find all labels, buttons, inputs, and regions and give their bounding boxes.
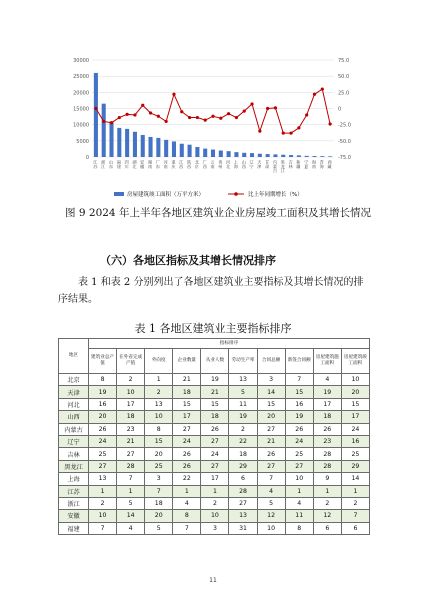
bar bbox=[195, 147, 199, 157]
rank-cell: 15 bbox=[201, 398, 229, 410]
table-title: 表 1 各地区建筑业主要指标排序 bbox=[134, 322, 292, 335]
right-tick-label: 0 bbox=[338, 106, 342, 113]
rank-cell: 7 bbox=[285, 374, 313, 386]
growth-point bbox=[204, 119, 207, 122]
region-cell: 安徽 bbox=[59, 510, 89, 522]
table-row bbox=[59, 423, 370, 435]
category-label: 内蒙古 bbox=[272, 160, 278, 173]
rank-cell: 15 bbox=[257, 398, 285, 410]
growth-point bbox=[219, 117, 222, 120]
region-cell: 吉林 bbox=[59, 448, 89, 460]
region-cell: 上海 bbox=[59, 473, 89, 485]
rank-cell: 4 bbox=[257, 485, 285, 497]
bar bbox=[281, 155, 285, 157]
legend-bar-swatch bbox=[114, 192, 124, 196]
left-tick-label: 25000 bbox=[73, 74, 89, 81]
bar bbox=[219, 151, 223, 157]
bar bbox=[203, 149, 207, 157]
bar bbox=[258, 154, 262, 157]
rank-cell: 2 bbox=[229, 423, 257, 435]
rank-cell: 10 bbox=[257, 522, 285, 534]
category-label: 贵州 bbox=[218, 160, 224, 169]
rank-cell: 11 bbox=[285, 510, 313, 522]
region-cell: 江苏 bbox=[59, 485, 89, 497]
category-label: 新疆 bbox=[296, 160, 302, 169]
line-series bbox=[94, 88, 331, 135]
growth-point bbox=[321, 88, 324, 91]
category-labels bbox=[92, 159, 332, 174]
growth-point bbox=[297, 126, 300, 129]
rank-cell: 13 bbox=[145, 398, 173, 410]
rank-cell: 27 bbox=[173, 423, 201, 435]
rank-cell: 24 bbox=[201, 448, 229, 460]
column-header: 房屋建筑竣工面积 bbox=[341, 349, 369, 374]
column-header: 劳动生产率 bbox=[229, 349, 257, 374]
rank-cell: 1 bbox=[201, 485, 229, 497]
growth-point bbox=[328, 122, 331, 125]
legend bbox=[114, 190, 303, 198]
category-label: 广东 bbox=[155, 160, 161, 169]
rank-cell: 10 bbox=[285, 473, 313, 485]
rank-cell: 21 bbox=[173, 374, 201, 386]
rank-cell: 1 bbox=[341, 485, 369, 497]
rank-cell: 18 bbox=[145, 497, 173, 509]
growth-point bbox=[305, 113, 308, 116]
rank-cell: 13 bbox=[229, 510, 257, 522]
rank-cell: 20 bbox=[341, 386, 369, 398]
bar bbox=[273, 154, 277, 157]
growth-point bbox=[141, 104, 144, 107]
category-label: 黑龙江 bbox=[280, 160, 286, 173]
region-cell: 福建 bbox=[59, 522, 89, 534]
rank-cell: 3 bbox=[257, 374, 285, 386]
rank-cell: 14 bbox=[257, 386, 285, 398]
right-tick-label: -50.0 bbox=[338, 138, 351, 145]
bar bbox=[172, 141, 176, 157]
chart bbox=[58, 52, 368, 202]
rank-cell: 24 bbox=[89, 435, 117, 447]
growth-point bbox=[235, 116, 238, 119]
group-header: 指标排序 bbox=[89, 339, 370, 349]
rank-cell: 19 bbox=[313, 386, 341, 398]
category-label: 四川 bbox=[124, 160, 130, 169]
rank-cell: 25 bbox=[145, 460, 173, 472]
column-header: 企业数量 bbox=[173, 349, 201, 374]
rank-cell: 1 bbox=[173, 485, 201, 497]
rank-cell: 20 bbox=[145, 510, 173, 522]
growth-point bbox=[133, 113, 136, 116]
rank-cell: 21 bbox=[201, 386, 229, 398]
rank-cell: 23 bbox=[313, 435, 341, 447]
rank-cell: 24 bbox=[285, 435, 313, 447]
category-label: 云南 bbox=[210, 160, 216, 169]
region-cell: 北京 bbox=[59, 374, 89, 386]
category-label: 宁夏 bbox=[304, 160, 310, 169]
rank-cell: 6 bbox=[341, 522, 369, 534]
left-axis-ticks bbox=[73, 58, 89, 161]
rank-cell: 29 bbox=[229, 460, 257, 472]
growth-point bbox=[188, 116, 191, 119]
rank-cell: 2 bbox=[89, 497, 117, 509]
growth-point bbox=[243, 109, 246, 112]
section-heading: （六）各地区指标及其增长情况排序 bbox=[100, 254, 276, 267]
column-header: 新签合同额 bbox=[285, 349, 313, 374]
rank-cell: 24 bbox=[341, 423, 369, 435]
region-cell: 山西 bbox=[59, 411, 89, 423]
rank-cell: 22 bbox=[173, 473, 201, 485]
bar bbox=[289, 155, 293, 157]
category-label: 西藏 bbox=[327, 160, 333, 169]
table-row bbox=[59, 473, 370, 485]
bar bbox=[211, 150, 215, 157]
region-header: 地区 bbox=[59, 339, 89, 374]
rank-cell: 14 bbox=[341, 473, 369, 485]
bar bbox=[328, 156, 332, 157]
rank-cell: 28 bbox=[313, 448, 341, 460]
bar bbox=[227, 151, 231, 157]
growth-point bbox=[172, 93, 175, 96]
table-row bbox=[59, 386, 370, 398]
rank-cell: 3 bbox=[145, 473, 173, 485]
category-label: 辽宁 bbox=[249, 160, 255, 169]
growth-point bbox=[227, 112, 230, 115]
rank-cell: 5 bbox=[229, 386, 257, 398]
growth-point bbox=[110, 121, 113, 124]
bar bbox=[250, 153, 254, 157]
region-cell: 天津 bbox=[59, 386, 89, 398]
rank-cell: 2 bbox=[201, 497, 229, 509]
figure-caption: 图 9 2024 年上半年各地区建筑业企业房屋竣工面积及其增长情况 bbox=[65, 207, 371, 219]
bar bbox=[133, 132, 137, 157]
table-row bbox=[59, 522, 370, 534]
table-row bbox=[59, 448, 370, 460]
rank-cell: 27 bbox=[257, 423, 285, 435]
rank-cell: 26 bbox=[173, 460, 201, 472]
bar bbox=[305, 156, 309, 157]
growth-point bbox=[118, 116, 121, 119]
rank-cell: 15 bbox=[341, 398, 369, 410]
left-tick-label: 10000 bbox=[73, 122, 89, 129]
rank-cell: 26 bbox=[257, 448, 285, 460]
growth-point bbox=[250, 102, 253, 105]
table-row bbox=[59, 485, 370, 497]
rank-cell: 7 bbox=[257, 473, 285, 485]
rank-cell: 10 bbox=[89, 510, 117, 522]
rank-cell: 31 bbox=[229, 522, 257, 534]
bar bbox=[125, 129, 129, 157]
rank-cell: 27 bbox=[285, 460, 313, 472]
bar bbox=[242, 153, 246, 157]
rank-cell: 27 bbox=[89, 460, 117, 472]
growth-point bbox=[149, 111, 152, 114]
bar bbox=[266, 154, 270, 157]
bar bbox=[94, 73, 98, 157]
rank-cell: 8 bbox=[145, 423, 173, 435]
bar bbox=[102, 104, 106, 157]
table-row bbox=[59, 460, 370, 472]
growth-point bbox=[211, 115, 214, 118]
rank-cell: 18 bbox=[313, 411, 341, 423]
rank-cell: 21 bbox=[117, 435, 145, 447]
bar bbox=[312, 156, 316, 157]
rank-cell: 26 bbox=[89, 423, 117, 435]
rank-cell: 5 bbox=[257, 497, 285, 509]
rank-cell: 15 bbox=[285, 386, 313, 398]
growth-point bbox=[313, 93, 316, 96]
table-row bbox=[59, 435, 370, 447]
growth-point bbox=[196, 116, 199, 119]
category-label: 河南 bbox=[163, 160, 169, 169]
growth-point bbox=[157, 115, 160, 118]
bar bbox=[234, 152, 238, 157]
rank-cell: 2 bbox=[145, 386, 173, 398]
rank-cell: 19 bbox=[201, 374, 229, 386]
rank-cell: 16 bbox=[341, 435, 369, 447]
bar bbox=[149, 137, 153, 157]
rank-cell: 4 bbox=[313, 374, 341, 386]
rank-cell: 25 bbox=[341, 448, 369, 460]
growth-point bbox=[289, 131, 292, 134]
region-cell: 辽宁 bbox=[59, 435, 89, 447]
right-tick-label: -25.0 bbox=[338, 122, 351, 129]
rank-cell: 27 bbox=[201, 460, 229, 472]
rank-cell: 16 bbox=[285, 398, 313, 410]
page-number: 11 bbox=[209, 577, 217, 584]
rank-cell: 28 bbox=[229, 485, 257, 497]
rank-cell: 15 bbox=[173, 398, 201, 410]
rank-cell: 20 bbox=[145, 448, 173, 460]
rank-cell: 24 bbox=[173, 435, 201, 447]
right-tick-label: 50.0 bbox=[338, 74, 350, 81]
rank-cell: 19 bbox=[89, 386, 117, 398]
table-row bbox=[59, 497, 370, 509]
bar bbox=[109, 121, 113, 157]
table-row bbox=[59, 374, 370, 386]
bar bbox=[180, 144, 184, 157]
category-label: 吉林 bbox=[288, 160, 294, 169]
rank-cell: 25 bbox=[89, 448, 117, 460]
left-tick-label: 5000 bbox=[76, 138, 89, 145]
rank-cell: 1 bbox=[89, 485, 117, 497]
rank-cell: 7 bbox=[145, 485, 173, 497]
category-label: 江苏 bbox=[93, 160, 99, 169]
category-label: 上海 bbox=[233, 160, 239, 169]
rank-cell: 29 bbox=[341, 460, 369, 472]
rank-cell: 7 bbox=[117, 473, 145, 485]
rank-cell: 27 bbox=[117, 448, 145, 460]
rank-cell: 18 bbox=[229, 448, 257, 460]
growth-point bbox=[266, 107, 269, 110]
rank-cell: 7 bbox=[341, 510, 369, 522]
rank-cell: 21 bbox=[257, 435, 285, 447]
rank-cell: 26 bbox=[173, 448, 201, 460]
bar bbox=[156, 138, 160, 157]
rank-cell: 12 bbox=[257, 510, 285, 522]
category-label: 河北 bbox=[226, 160, 232, 169]
growth-point bbox=[94, 107, 97, 110]
left-tick-label: 30000 bbox=[73, 58, 89, 64]
rank-cell: 27 bbox=[257, 460, 285, 472]
rank-cell: 18 bbox=[173, 386, 201, 398]
bar bbox=[188, 145, 192, 157]
rank-cell: 4 bbox=[173, 497, 201, 509]
rank-cell: 2 bbox=[341, 497, 369, 509]
rank-cell: 2 bbox=[313, 497, 341, 509]
rank-cell: 1 bbox=[117, 485, 145, 497]
rank-cell: 17 bbox=[201, 473, 229, 485]
column-header: 合同总额 bbox=[257, 349, 285, 374]
rank-cell: 13 bbox=[229, 374, 257, 386]
rank-cell: 22 bbox=[229, 435, 257, 447]
category-label: 青海 bbox=[319, 160, 325, 169]
column-header: 建筑业总产值 bbox=[89, 349, 117, 374]
growth-point bbox=[126, 113, 129, 116]
rank-cell: 26 bbox=[285, 423, 313, 435]
rank-cell: 19 bbox=[285, 411, 313, 423]
ranking-table bbox=[58, 338, 370, 535]
region-cell: 河北 bbox=[59, 398, 89, 410]
rank-cell: 17 bbox=[313, 398, 341, 410]
rank-cell: 6 bbox=[229, 473, 257, 485]
category-label: 陕西 bbox=[187, 160, 193, 169]
bar bbox=[117, 128, 121, 157]
left-tick-label: 15000 bbox=[73, 106, 89, 113]
rank-cell: 15 bbox=[145, 435, 173, 447]
bar bbox=[320, 156, 324, 157]
growth-point bbox=[102, 120, 105, 123]
growth-point bbox=[274, 106, 277, 109]
bar bbox=[164, 140, 168, 157]
category-label: 江西 bbox=[179, 160, 185, 169]
category-label: 天津 bbox=[257, 160, 263, 169]
legend-line-marker bbox=[234, 192, 238, 196]
rank-cell: 12 bbox=[313, 510, 341, 522]
rank-cell: 17 bbox=[173, 411, 201, 423]
growth-line bbox=[96, 89, 330, 133]
column-header: 在外省完成产值 bbox=[117, 349, 145, 374]
growth-point bbox=[180, 110, 183, 113]
right-tick-label: -75.0 bbox=[338, 155, 351, 161]
rank-cell: 2 bbox=[117, 374, 145, 386]
rank-cell: 5 bbox=[117, 497, 145, 509]
rank-cell: 23 bbox=[117, 423, 145, 435]
category-label: 广西 bbox=[202, 160, 208, 169]
growth-point bbox=[282, 131, 285, 134]
paragraph: 表 1 和表 2 分别列出了各地区建筑业主要指标及其增长情况的排序结果。 bbox=[58, 277, 364, 305]
rank-cell: 9 bbox=[313, 473, 341, 485]
rank-cell: 16 bbox=[89, 398, 117, 410]
rank-cell: 3 bbox=[201, 522, 229, 534]
growth-point bbox=[165, 120, 168, 123]
category-label: 山东 bbox=[109, 160, 115, 169]
category-label: 海南 bbox=[311, 160, 317, 169]
rank-cell: 14 bbox=[117, 510, 145, 522]
region-cell: 浙江 bbox=[59, 497, 89, 509]
category-label: 安徽 bbox=[140, 160, 146, 169]
rank-cell: 4 bbox=[117, 522, 145, 534]
column-header: 外向度 bbox=[145, 349, 173, 374]
category-label: 浙江 bbox=[101, 160, 107, 169]
column-header: 从业人数 bbox=[201, 349, 229, 374]
rank-cell: 4 bbox=[285, 497, 313, 509]
category-label: 湖北 bbox=[132, 160, 138, 169]
category-label: 北京 bbox=[194, 160, 200, 169]
column-header: 房屋建筑施工面积 bbox=[313, 349, 341, 374]
rank-cell: 10 bbox=[201, 510, 229, 522]
growth-point bbox=[258, 130, 261, 133]
rank-cell: 18 bbox=[201, 411, 229, 423]
right-tick-label: 75.0 bbox=[338, 58, 350, 64]
left-tick-label: 0 bbox=[85, 155, 89, 161]
rank-cell: 6 bbox=[313, 522, 341, 534]
table-row bbox=[59, 411, 370, 423]
rank-cell: 20 bbox=[89, 411, 117, 423]
table-row bbox=[59, 510, 370, 522]
legend-line-label: 比上年同期增长（%） bbox=[248, 192, 303, 198]
right-tick-label: 25.0 bbox=[338, 90, 350, 97]
category-label: 山西 bbox=[241, 160, 247, 169]
right-axis-ticks bbox=[338, 58, 351, 161]
legend-bar-label: 房屋建筑竣工面积（万平方米） bbox=[127, 192, 205, 198]
rank-cell: 19 bbox=[229, 411, 257, 423]
rank-cell: 7 bbox=[173, 522, 201, 534]
rank-cell: 8 bbox=[285, 522, 313, 534]
rank-cell: 11 bbox=[229, 398, 257, 410]
table-row bbox=[59, 398, 370, 410]
category-label: 福建 bbox=[116, 160, 122, 169]
rank-cell: 7 bbox=[89, 522, 117, 534]
rank-cell: 8 bbox=[173, 510, 201, 522]
left-tick-label: 20000 bbox=[73, 90, 89, 97]
rank-cell: 18 bbox=[117, 411, 145, 423]
rank-cell: 1 bbox=[145, 374, 173, 386]
rank-cell: 25 bbox=[285, 448, 313, 460]
region-cell: 内蒙古 bbox=[59, 423, 89, 435]
rank-cell: 17 bbox=[341, 411, 369, 423]
rank-cell: 27 bbox=[229, 497, 257, 509]
rank-cell: 28 bbox=[117, 460, 145, 472]
bar bbox=[297, 155, 301, 157]
category-label: 湖南 bbox=[148, 160, 154, 169]
rank-cell: 10 bbox=[341, 374, 369, 386]
rank-cell: 10 bbox=[145, 411, 173, 423]
rank-cell: 5 bbox=[145, 522, 173, 534]
rank-cell: 1 bbox=[285, 485, 313, 497]
rank-cell: 10 bbox=[117, 386, 145, 398]
rank-cell: 17 bbox=[117, 398, 145, 410]
rank-cell: 28 bbox=[313, 460, 341, 472]
category-label: 甘肃 bbox=[265, 160, 271, 169]
category-label: 重庆 bbox=[171, 160, 177, 169]
rank-cell: 13 bbox=[89, 473, 117, 485]
region-cell: 黑龙江 bbox=[59, 460, 89, 472]
rank-cell: 1 bbox=[313, 485, 341, 497]
bar bbox=[141, 135, 145, 157]
rank-cell: 26 bbox=[201, 423, 229, 435]
rank-cell: 20 bbox=[257, 411, 285, 423]
rank-cell: 26 bbox=[313, 423, 341, 435]
rank-cell: 27 bbox=[201, 435, 229, 447]
rank-cell: 8 bbox=[89, 374, 117, 386]
